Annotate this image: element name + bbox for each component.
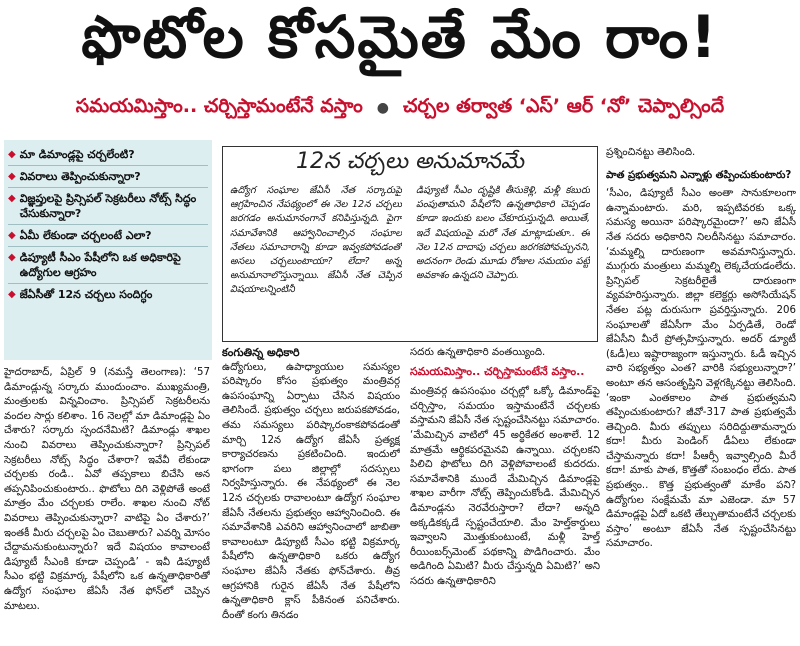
diamond-icon: ◆ <box>8 252 16 263</box>
diamond-icon: ◆ <box>8 289 16 300</box>
highlight-item <box>8 166 208 188</box>
box-title: 12న చర్చలు అనుమానమే <box>222 146 598 180</box>
highlight-text: మా డిమాండ్లపై చర్చలేంటి? <box>19 148 135 161</box>
highlights-box <box>4 140 212 360</box>
column-1-text: హైదరాబాద్, ఏప్రిల్ 9 (నమస్తే తెలంగాణ): ‘57 డిమాండ్లున్న సర్కారు ముందుంచాం. ముఖ్యమంత్రి, మంత్రులకు విన్నవించాం. ప్రిన్సిపల్ సెక్రటరీలను వందల సార్లు కలిశాం. 16 నెలల్లో మా డిమాండ్లపై ఏం చేశారు? సర్కారు స్పందనేమిటి? డిమాండ్లు శాఖల నుంచి వివరాలు తెప్పించుకున్నారా? ప్రిన్సిపల్ సెక్రటరీలు నోట్స్ సిద్ధం చేశారా? ఇవేవీ లేకుండా చర్చలకు రండి.. ఏవో తప్పకాలు బిచేసి అన తప్పనిపించుకుంటారు.. ఫొటోలు దిగి వెళ్లిపోతే అంటే మాత్రం మేం చర్చలకు రాలేం. శాఖల నుంచి నోట్ వివరాలు తెప్పించుకున్నారా? వాటిపై ఏం చేశారు?’ ఇంతకీ మీరు చర్చలపై ఏం చెబుతారు? ఎవర్ని మోసం చేద్దామనుకుంటున్నారు? ఇదే విషయం కావాలంటే డిప్యూటీ సీఎంకి కూడా చెప్పండి’ - ఇవీ డిప్యూటీ సీఎం భట్టి విక్రమార్క పేషీలోని ఒక ఉన్నతాధికారితో ఉద్యోగ సంఘాల జేఏసీ నేత ఫోన్‌లో చెప్పిన మాటలు. <box>4 367 210 612</box>
box-text-left: ఉద్యోగ సంఘాల జేఏసీ నేత సర్కారుపై ఆగ్రహించిన నేపథ్యంలో ఈ నెల 12న చర్చలు జరగడం అనుమానంగానే కనిపిస్తున్నది. పైగా సమావేశానికి ఆహ్వానించాల్సిన సంఘాల నేతలు సమాచారాన్ని కూడా ఇవ్వకపోవడంతో అసలు చర్చలుంటాయా? లేదా? అన్న అనుమానాలొస్తున్నాయి. జేఏసీ నేత చెప్పిన విషయాలన్నింటినీ <box>230 185 402 296</box>
highlight-text: వివరాలు తెప్పించుకున్నారా? <box>19 170 141 183</box>
column-2 <box>222 346 400 646</box>
highlight-item <box>8 144 208 166</box>
column-3-text: మంత్రివర్గ ఉపసంఘం చర్చల్లో ఒక్కో డిమాండ్‌పై చర్చిస్తాం, సమయం ఇస్తామంటేనే చర్చలకు వస్తామని జేఏసీ నేత స్పష్టంచేసినట్టు సమాచారం. ‘మేమిచ్చిన వాటిలో 45 అర్థికేతర అంశాలే. 12 మాత్రమే ఆర్థికపరమైనవి ఉన్నాయి. చర్చలకని పిలిచి ఫొటోలు దిగి వెళ్లిపోవాలంటే కుదరదు. సమావేశానికి ముందే మేమిచ్చిన డిమాండ్లపై శాఖల వారీగా నోట్స్ తెప్పించుకోండి. మేమిచ్చిన డిమాండ్లను నెరవేరుస్తారా? లేదా? అన్నది అక్కడికక్కడే స్పష్టంచేయాలి. మేం హెల్త్‌కార్డులు ఇవ్వాలని మొత్తుకుంటుంటే, మళ్లీ హెల్త్ రీయింబర్స్‌మెంట్ పథకాన్ని పొడిగించారు. మేం అడిగింది ఏమిటి? మీరు చేస్తున్నది ఏమిటి?’ అని సదరు ఉన్నతాధికారిని <box>410 386 600 587</box>
box-text-right: డిప్యూటీ సీఎం దృష్టికి తీసుకెళ్లి, మళ్లీ కబురు పంపుతామని పేషీలోని ఉన్నతాధికారి చెప్పడం కూడా ఇందుకు బలం చేకూరుస్తున్నది. అయితే, ఇదే విషయంపై మరో నేత మాట్లాడుతూ.. ఈ నెల 12న దాదాపు చర్చలు జరగకపోవచ్చునని, అదనంగా రెండు మూడు రోజుల సమయం పట్టే అవకాశం ఉన్నదని చెప్పారు. <box>416 185 590 282</box>
column-2-text: ఉద్యోగులు, ఉపాధ్యాయుల సమస్యల పరిష్కారం కోసం ప్రభుత్వం మంత్రివర్గ ఉపసంఘాన్ని ఏర్పాటు చేసిన విషయం తెలిసిందే. ప్రభుత్వం చర్చలు జరుపకపోవడం, తమ సమస్యలు పరిష్కారంకాకపోవడంతో మార్చి 12న ఉద్యోగ జేఏసీ ప్రత్యక్ష కార్యాచరణను ప్రకటించింది. ఇందులో భాగంగా పలు జిల్లాల్లో సదస్సులు నిర్వహిస్తున్నారు. ఈ నేపథ్యంలో ఈ నెల 12న చర్చలకు రావాలంటూ ఉద్యోగ సంఘాల జేఏసీ నేతలను ప్రభుత్వం ఆహ్వానించింది. ఈ సమావేశానికి ఎవరిని ఆహ్వానించాలో జాబితా కావాలంటూ డిప్యూటీ సీఎం భట్టి విక్రమార్క పేషీలోని ఉన్నతాధికారి ఒకరు ఉద్యోగ సంఘాల జేఏసీ నేతకు ఫోన్‌చేశారు. తీవ్ర ఆగ్రహానికి గురైన జేఏసీ నేత పేషీలోని ఉన్నతాధికారి క్లాస్ పీకినంత పనిచేశారు. దీంతో కంగు తినడం <box>222 361 400 621</box>
column-2-kicker: కంగుతిన్న అధికారి <box>222 346 300 359</box>
highlight-item <box>8 247 208 284</box>
highlight-text: డిప్యూటీ సీఎం పేషీలోని ఒక అధికారిపై ఉద్యోగుల ఆగ్రహం <box>19 251 181 279</box>
subheadline-left: సమయమిస్తాం.. చర్చిస్తామంటేనే వస్తాం <box>75 94 363 117</box>
highlight-text: విజ్ఞప్తులపై ప్రిన్సిపల్ సెక్రటరీలు నోట్స్ సిద్ధం చేసుకున్నారా? <box>19 192 197 220</box>
highlight-item <box>8 188 208 225</box>
column-3-heading: సమయమిస్తాం.. చర్చిస్తామంటేనే వస్తాం.. <box>410 364 585 378</box>
diamond-icon: ◆ <box>8 149 16 160</box>
diamond-icon: ◆ <box>8 230 16 241</box>
highlight-text: జేఏసీతో 12న చర్చలు సందిగ్ధం <box>19 288 153 301</box>
headline: ఫొటోల కోసమైతే మేం రాం! <box>81 2 719 71</box>
highlight-item <box>8 225 208 247</box>
subheadline-right: చర్చల తర్వాత ‘ఎస్’ ఆర్ ‘నో’ చెప్పాల్సిందే <box>402 94 725 117</box>
subheadline <box>0 90 800 126</box>
column-4 <box>606 146 796 646</box>
column-3 <box>410 346 600 646</box>
diamond-icon: ◆ <box>8 171 16 182</box>
diamond-icon: ◆ <box>8 193 16 204</box>
bullet-dot-icon: ● <box>376 100 389 116</box>
column-1 <box>4 366 210 646</box>
highlight-text: ఏమీ లేకుండా చర్చలంటే ఎలా? <box>19 229 152 242</box>
column-3-top: సదరు ఉన్నతాధికారి వంతయ్యింది. <box>410 347 546 358</box>
highlight-item <box>8 284 208 305</box>
column-4-subheading: పాత ప్రభుత్వమని ఎన్నాళ్లు తప్పించుకుంటారు? <box>606 169 792 181</box>
column-4-text: ‘సీఎం, డిప్యూటీ సీఎం అంతా సానుకూలంగా ఉన్నామంటారు. మరి, ఇప్పటివరకు ఒక్క సమస్య అయినా పరిష్కారమైందా?’ అని జేఏసీ నేత సదరు అధికారిని నిలదీసినట్టు సమాచారం. ‘మమ్మల్ని దారుణంగా అవమానిస్తున్నారు. ముగ్గురు మంత్రులు మమ్మల్ని లెక్కచేయడంలేదు. ప్రిన్సిపల్ సెక్రటరీలైతే దారుణంగా వ్యవహరిస్తున్నారు. జిల్లా కలెక్టర్లు అసోసియేషన్ నేతల పట్ల దురుసుగా ప్రవర్తిస్తున్నారు. 206 సంఘాలతో జేఏసీగా మేం ఏర్పడితే, రెండో జేఏసీని మీరే ప్రోత్సహిస్తున్నారు. అదర్ డ్యూటీ (ఓడీ)లు ఇష్టారాజ్యంగా ఇస్తున్నారు. ఓడీ ఇచ్చిన వారి సభ్యత్వం ఎంత? వారికి సభ్యులున్నారా?’ అంటూ తన ఆసంతృప్తిని వెళ్లగక్కినట్టు తెలిసింది. ‘ఇంకా ఎంతకాలం పాత ప్రభుత్వమని తప్పించుకుంటారు? జీవో-317 పాత ప్రభుత్వమే తెచ్చింది. మీరు తప్పులు సరిదిద్దుతామన్నారు కదా! మీరు పెండింగ్ డీఏలు లేకుండా చేస్తామన్నారు కదా! పీఆర్సీ ఇవ్వాల్సింది మీరే కదా! మాకు పాత, కొత్తతో సంబంధం లేదు. పాత ప్రభుత్వం.. కొత్త ప్రభుత్వంతో మాకేం పని? ఉద్యోగుల సంక్షేమమే మా ఎజెండా. మా 57 డిమాండ్లపై ఏదో ఒకటి తేల్చుతామంటేనే చర్చలకు వస్తాం’ అంటూ జేఏసీ నేత స్పష్టంచేసినట్టు సమాచారం. <box>606 188 796 550</box>
column-4-top: ప్రశ్నించినట్టు తెలిసింది. <box>606 147 696 158</box>
